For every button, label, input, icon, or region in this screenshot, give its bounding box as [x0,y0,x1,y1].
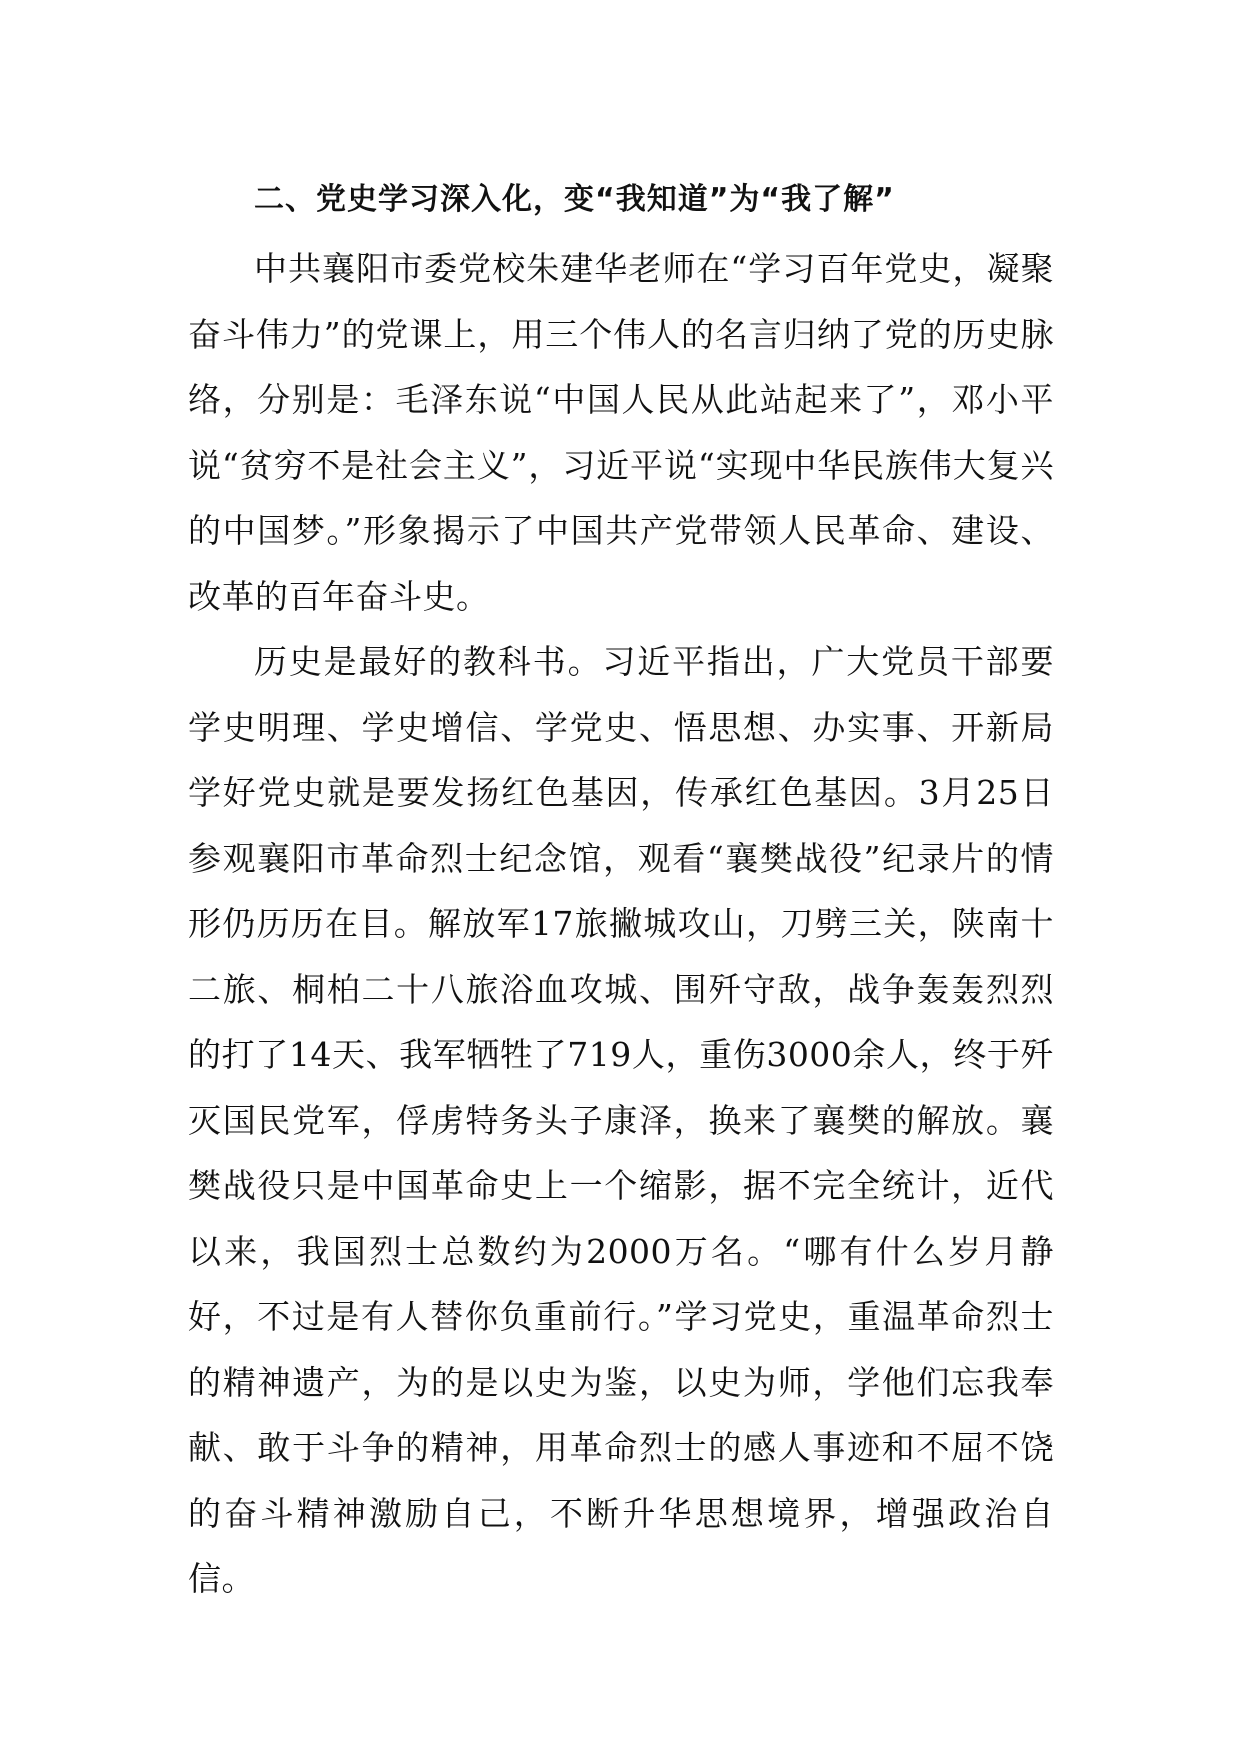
document-body [188,174,1054,1612]
section-heading: 二、党史学习深入化，变“我知道”为“我了解” [254,182,895,217]
paragraph-party-class: 中共襄阳市委党校朱建华老师在“学习百年党史，凝聚奋斗伟力”的党课上，用三个伟人的名言归纳了党的历史脉络，分别是：毛泽东说“中国人民从此站起来了”，邓小平说“贫穷不是社会主义”，习近平说“实现中华民族伟大复兴的中国梦。”形象揭示了中国共产党带领人民革命、建设、改革的百年奋斗史。 [188,249,1054,616]
paragraph-history-textbook: 历史是最好的教科书。习近平指出，广大党员干部要学史明理、学史增信、学党史、悟思想、办实事、开新局学好党史就是要发扬红色基因，传承红色基因。3月25日参观襄阳市革命烈士纪念馆，观看“襄樊战役”纪录片的情形仍历历在目。解放军17旅撇城攻山，刀劈三关，陕南十二旅、桐柏二十八旅浴血攻城、围歼守敌，战争轰轰烈烈的打了14天、我军牺牲了719人，重伤3000余人，终于歼灭国民党军，俘虏特务头子康泽，换来了襄樊的解放。襄樊战役只是中国革命史上一个缩影，据不完全统计，近代以来，我国烈士总数约为2000万名。“哪有什么岁月静好，不过是有人替你负重前行。”学习党史，重温革命烈士的精神遗产，为的是以史为鉴，以史为师，学他们忘我奉献、敢于斗争的精神，用革命烈士的感人事迹和不屈不饶的奋斗精神激励自己，不断升华思想境界，增强政治自信。 [188,642,1054,1598]
